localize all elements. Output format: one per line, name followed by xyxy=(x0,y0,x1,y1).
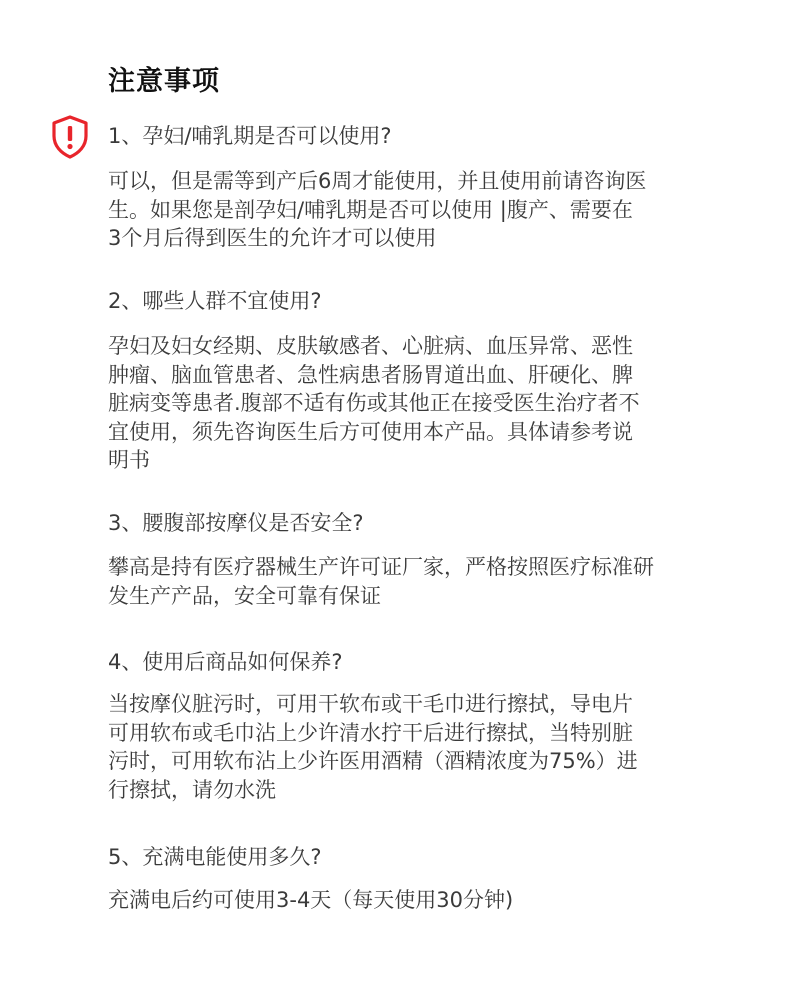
answer-line: 当按摩仪脏污时，可用干软布或干毛巾进行擦拭，导电片 xyxy=(108,692,633,716)
answer-line: 宜使用，须先咨询医生后方可使用本产品。具体请参考说 xyxy=(108,419,633,444)
page-title: 注意事项 xyxy=(108,66,220,97)
answer-line: 可用软布或毛巾沾上少许清水拧干后进行擦拭，当特别脏 xyxy=(108,720,633,745)
answer-line: 发生产产品，安全可靠有保证 xyxy=(108,583,381,608)
answer-line: 充满电后约可使用3-4天（每天使用30分钟) xyxy=(108,888,514,912)
faq-answer-5 xyxy=(108,886,748,915)
faq-answer-4 xyxy=(108,690,748,804)
faq-question-2: 2、哪些人群不宜使用? xyxy=(108,289,322,313)
answer-line: 孕妇及妇女经期、皮肤敏感者、心脏病、血压异常、恶性 xyxy=(108,334,633,358)
faq-answer-1 xyxy=(108,167,748,253)
faq-answer-3 xyxy=(108,553,748,610)
answer-line: 肿瘤、脑血管患者、急性病患者肠胃道出血、肝硬化、脾 xyxy=(108,362,633,387)
answer-line: 攀高是持有医疗器械生产许可证厂家，严格按照医疗标准研 xyxy=(108,555,654,579)
answer-line: 污时，可用软布沾上少许医用酒精（酒精浓度为75%）进 xyxy=(108,749,638,773)
answer-line: 明书 xyxy=(108,448,150,472)
answer-line: 可以，但是需等到产后6周才能使用，并且使用前请咨询医 xyxy=(108,169,647,193)
faq-question-3: 3、腰腹部按摩仪是否安全? xyxy=(108,511,364,535)
faq-answer-2 xyxy=(108,332,748,475)
answer-line: 脏病变等患者.腹部不适有伤或其他正在接受医生治疗者不 xyxy=(108,391,640,415)
answer-line: 生。如果您是剖孕妇/哺乳期是否可以使用 |腹产、需要在 xyxy=(108,197,633,222)
answer-line: 3个月后得到医生的允许才可以使用 xyxy=(108,226,437,250)
faq-question-1: 1、孕妇/哺乳期是否可以使用? xyxy=(108,124,392,148)
answer-line: 行擦拭，请勿水洗 xyxy=(108,777,276,802)
shield-alert-icon xyxy=(48,114,92,160)
faq-question-4: 4、使用后商品如何保养? xyxy=(108,650,343,674)
faq-question-5: 5、充满电能使用多久? xyxy=(108,845,322,869)
